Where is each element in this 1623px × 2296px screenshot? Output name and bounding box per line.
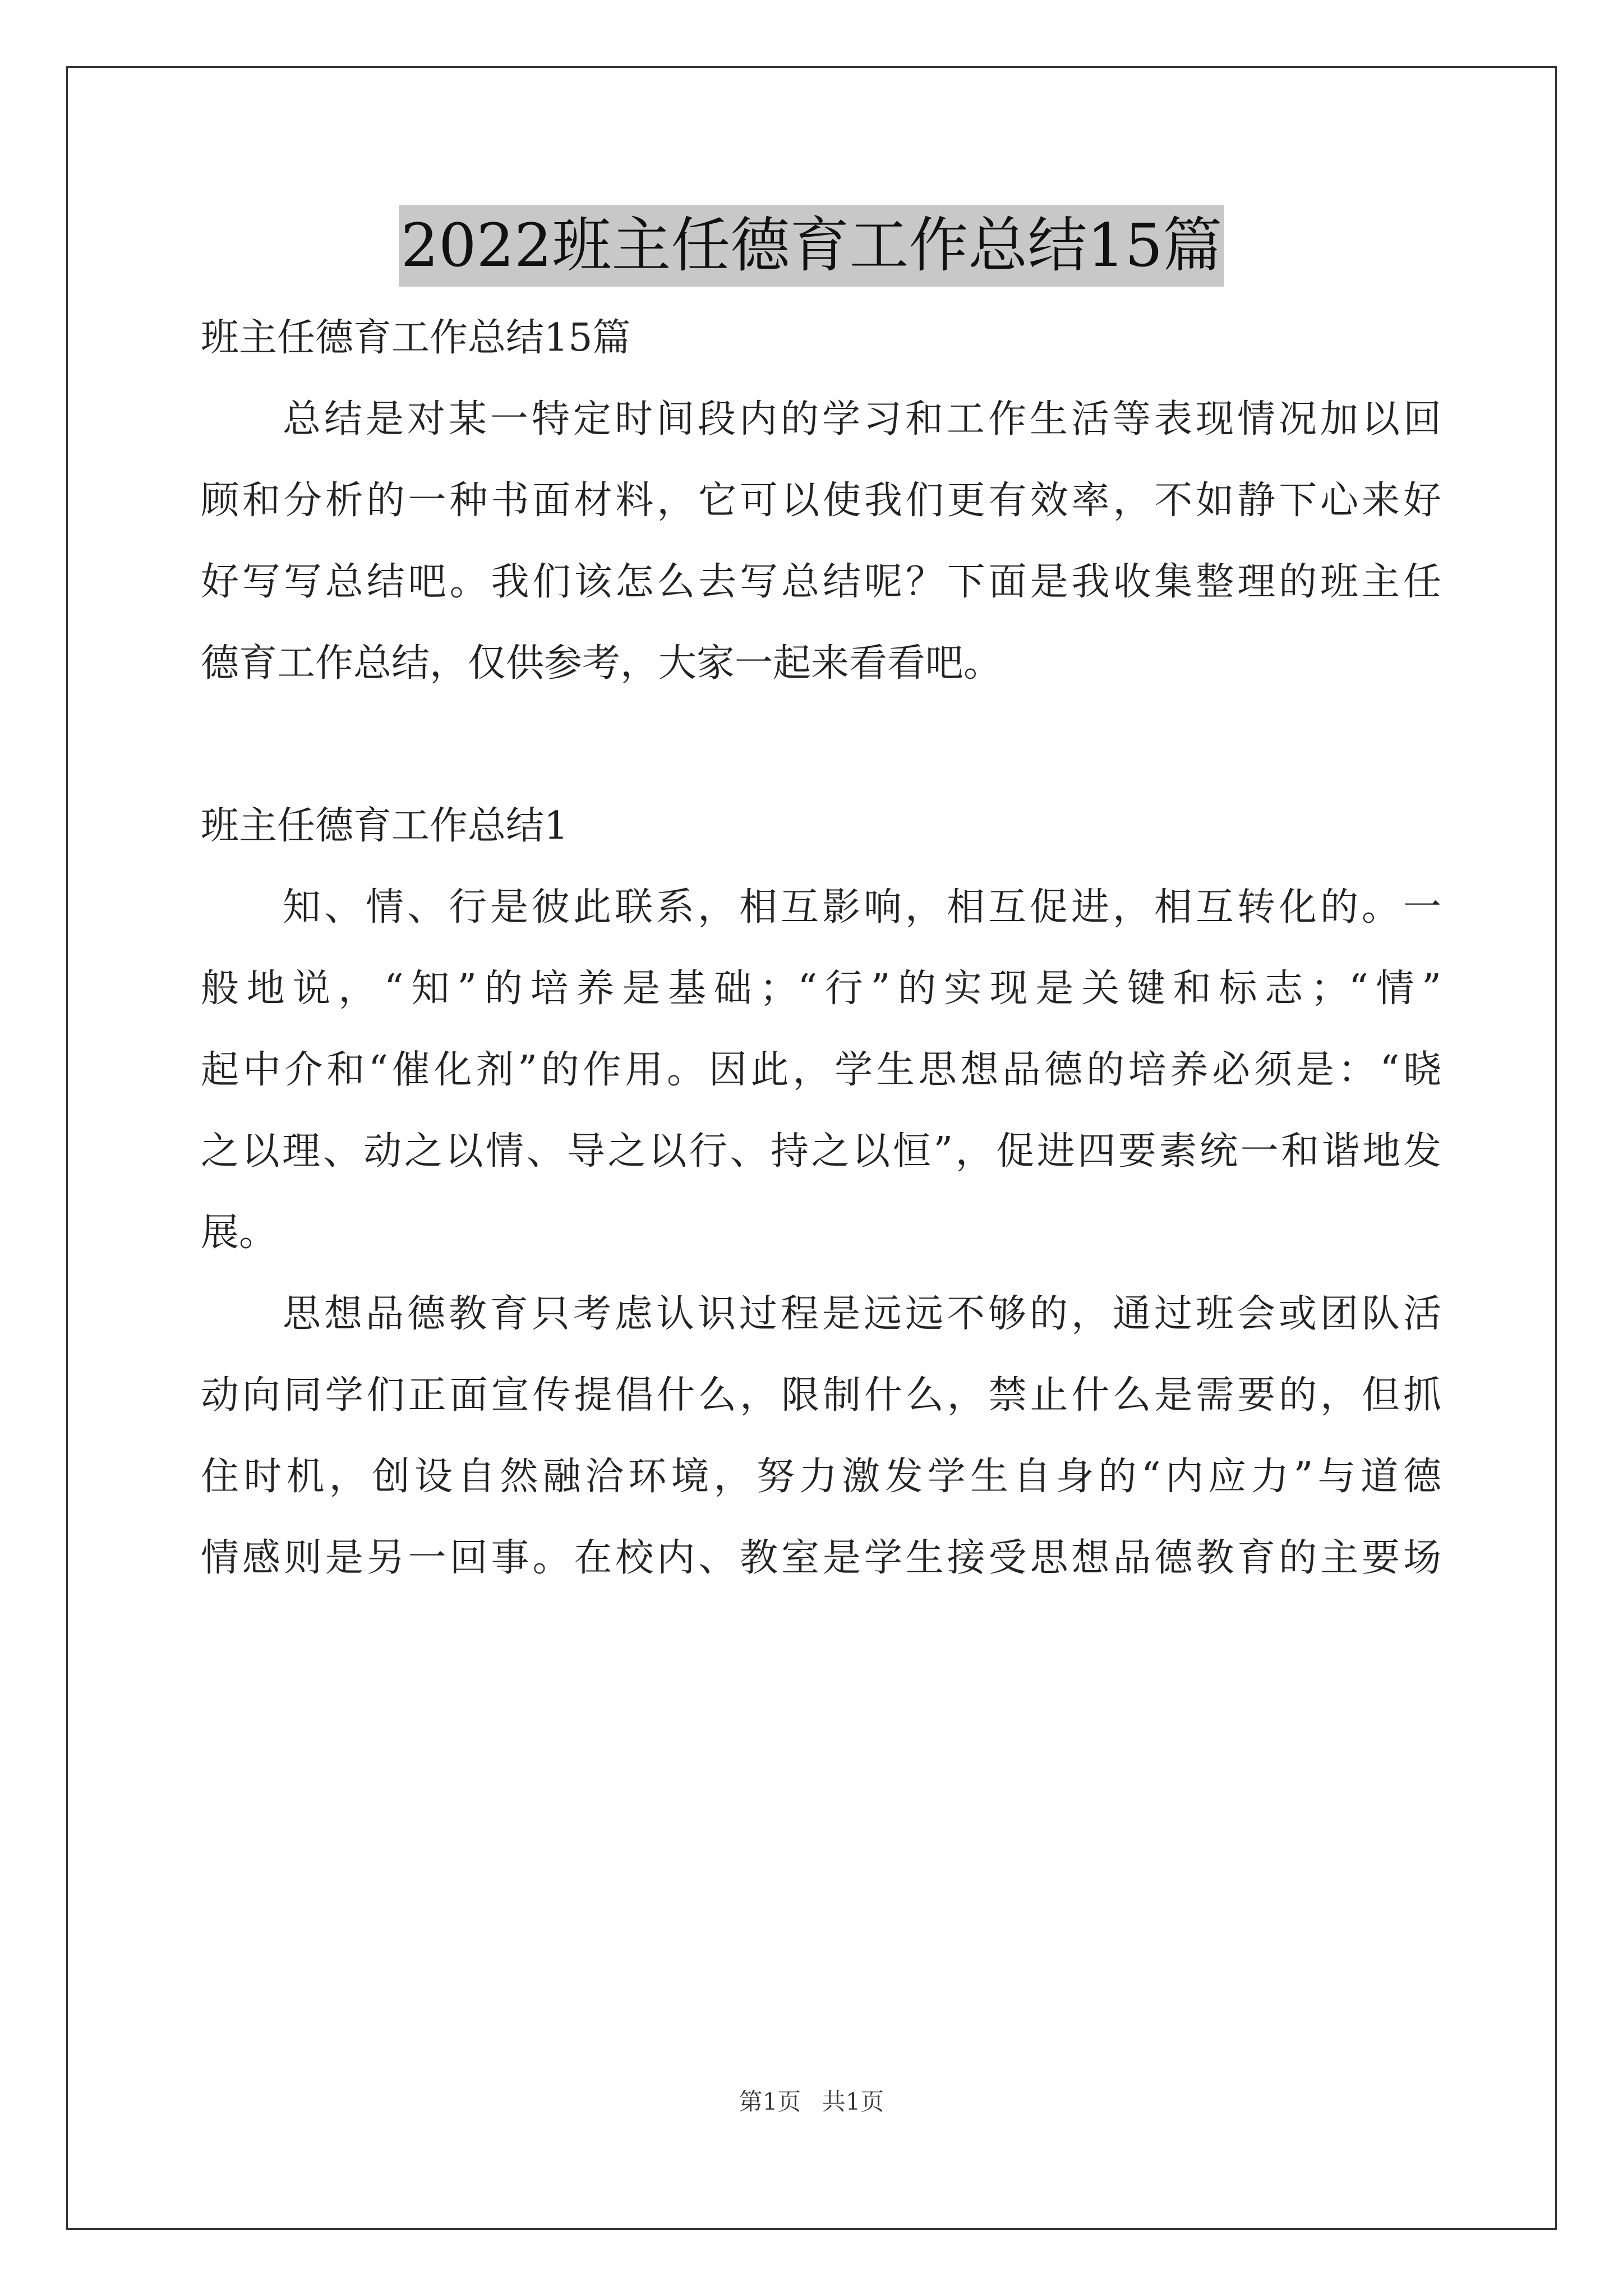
paragraph-line: 思想品德教育只考虑认识过程是远远不够的，通过班会或团队活 xyxy=(283,1292,1441,1336)
document-subtitle: 班主任德育工作总结15篇 xyxy=(201,316,631,360)
paragraph-line: 般地说，“知”的培养是基础；“行”的实现是关键和标志；“情” xyxy=(201,967,1441,1011)
paragraph-line: 动向同学们正面宣传提倡什么，限制什么，禁止什么是需要的，但抓 xyxy=(201,1373,1441,1418)
paragraph-line: 知、情、行是彼此联系，相互影响，相互促进，相互转化的。一 xyxy=(283,885,1441,930)
page-footer xyxy=(0,2085,1623,2119)
intro-line: 德育工作总结，仅供参考，大家一起来看看吧。 xyxy=(201,641,1002,685)
document-title: 2022班主任德育工作总结15篇 xyxy=(399,205,1225,287)
paragraph-line: 起中介和“催化剂”的作用。因此，学生思想品德的培养必须是：“晓 xyxy=(201,1048,1441,1092)
page-number: 第1页 xyxy=(739,2088,801,2115)
intro-line: 总结是对某一特定时间段内的学习和工作生活等表现情况加以回 xyxy=(283,397,1441,441)
blank-line xyxy=(201,704,1441,785)
paragraph-line: 住时机，创设自然融洽环境，努力激发学生自身的“内应力”与道德 xyxy=(201,1455,1441,1499)
paragraph-line: 展。 xyxy=(201,1211,278,1255)
document-body xyxy=(201,297,1441,1599)
paragraph-line: 之以理、动之以情、导之以行、持之以恒”，促进四要素统一和谐地发 xyxy=(201,1129,1441,1174)
intro-line: 好写写总结吧。我们该怎么去写总结呢？下面是我收集整理的班主任 xyxy=(201,560,1441,604)
page-total: 共1页 xyxy=(822,2088,884,2115)
section-heading: 班主任德育工作总结1 xyxy=(201,804,569,848)
intro-line: 顾和分析的一种书面材料，它可以使我们更有效率，不如静下心来好 xyxy=(201,478,1441,523)
title-block xyxy=(0,205,1623,287)
paragraph-line: 情感则是另一回事。在校内、教室是学生接受思想品德教育的主要场 xyxy=(201,1536,1441,1580)
